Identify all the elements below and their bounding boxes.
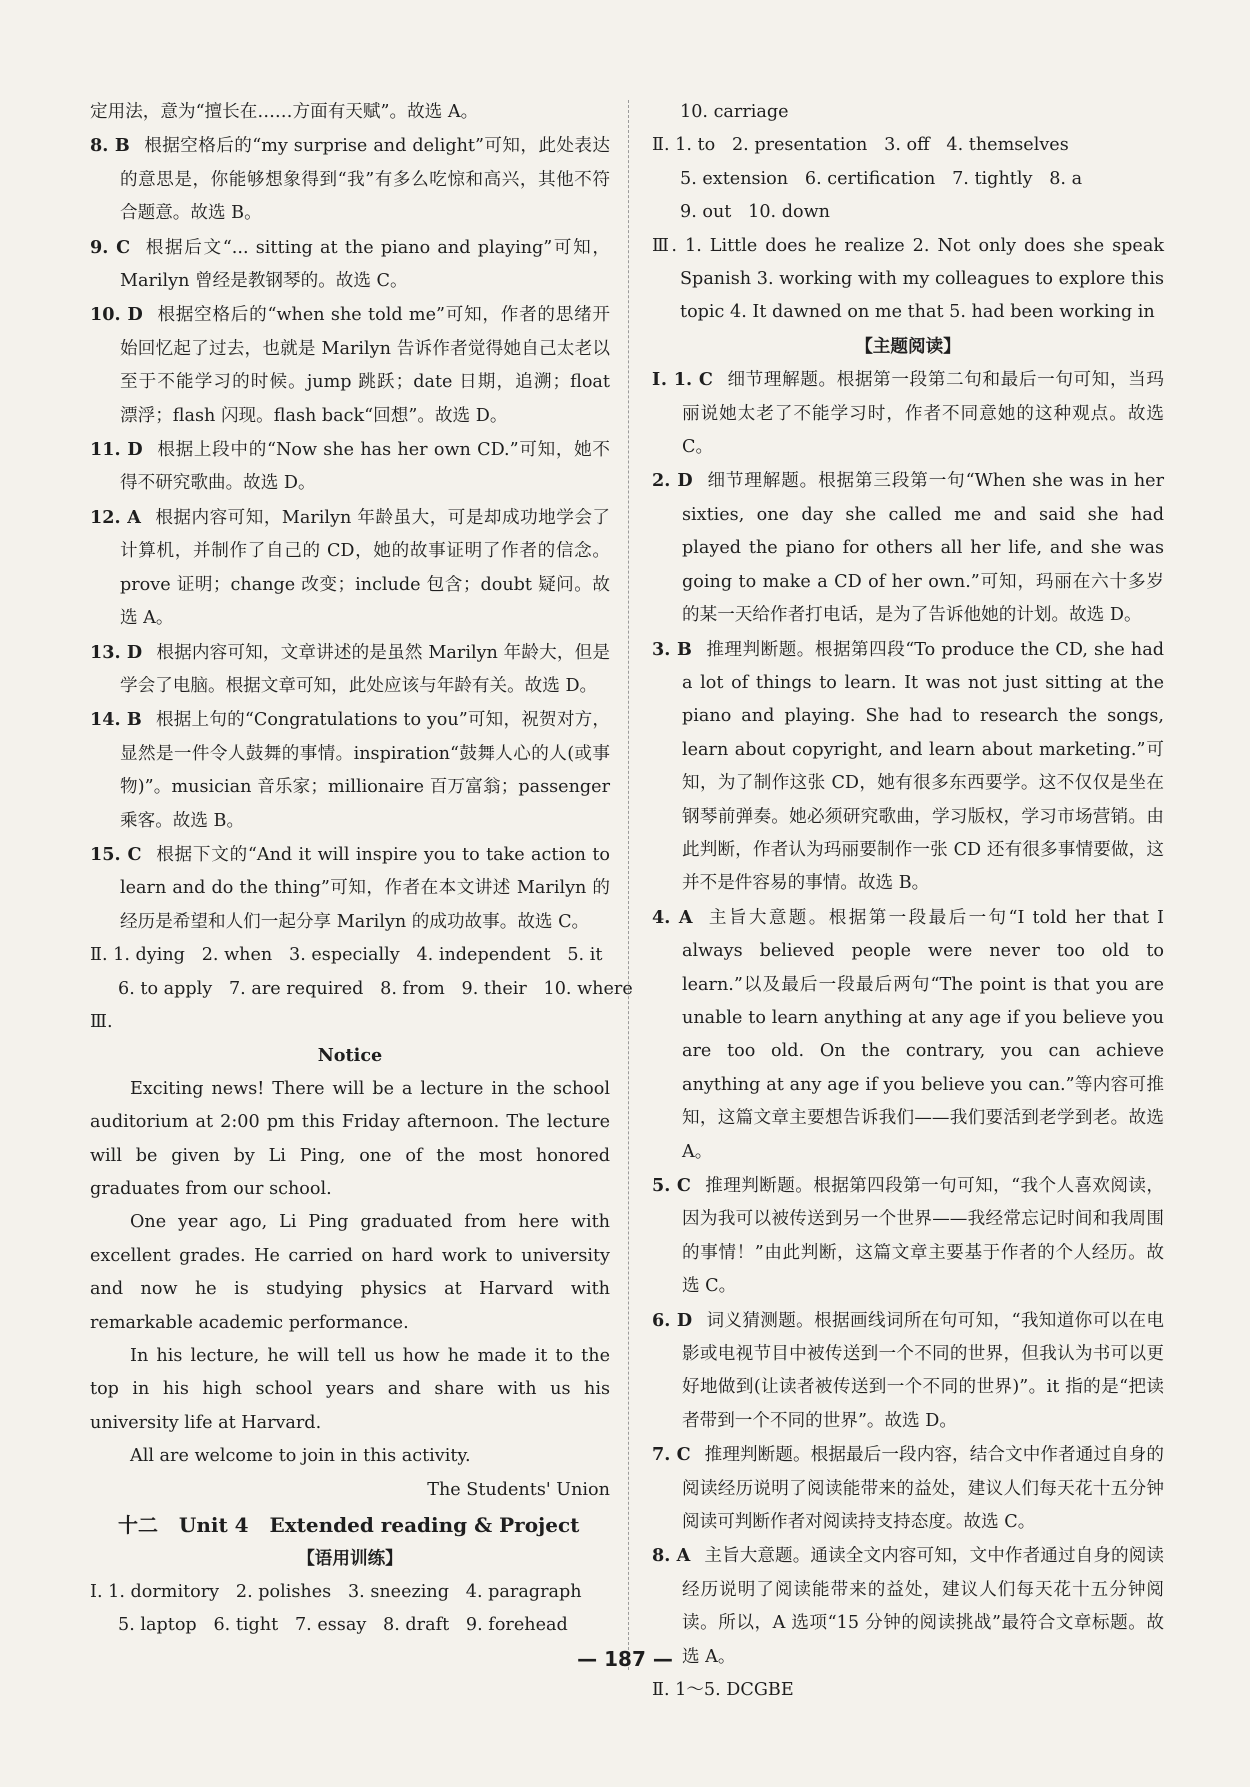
right-section-ii-line2: 5. extension 6. certification 7. tightly 8. a — [680, 168, 1083, 189]
section-heading-reading: 【主题阅读】 — [855, 335, 961, 357]
reading-answer-1: Ⅰ. 1. C 细节理解题。根据第一段第二句和最后一句可知，当玛丽说她太老了不能学习时，作者不同意她的这种观点。故选 C。 — [652, 369, 1164, 458]
answer-15: 15. C 根据下文的“And it will inspire you to take action to learn and do the thing”可知，作者在本文讲述 Marilyn 的经历是希望和人们一起分享 Marilyn 的成功故事。故选 C。 — [90, 843, 610, 932]
reading-answer-7: 7. C 推理判断题。根据最后一段内容，结合文中作者通过自身的阅读经历说明了阅读能带来的益处，建议人们每天花十五分钟阅读可判断作者对阅读持支持态度。故选 C。 — [652, 1444, 1164, 1533]
section-iii-label: Ⅲ. — [90, 1011, 113, 1032]
vocab-line2: 5. laptop 6. tight 7. essay 8. draft 9. forehead — [118, 1615, 568, 1636]
reading-answer-2: 2. D 细节理解题。根据第三段第一句“When she was in her sixties, one day she called me and said she had played the piano for others all her life, and she was going to make a CD of her own.”可知，玛丽在六十多岁的某一天给作者打电话，是为了告诉他她的计划。故选 D。 — [652, 470, 1164, 626]
vocab-line1: Ⅰ. 1. dormitory 2. polishes 3. sneezing 4. paragraph — [90, 1581, 582, 1602]
reading-answer-3: 3. B 推理判断题。根据第四段“To produce the CD, she had a lot of things to learn. It was not just sitting at the piano and playing. She had to research the songs, learn about copyright, and learn about marketing.”可知，为了制作这张 CD，她有很多东西要学。这不仅仅是坐在钢琴前弹奏。她必须研究歌曲，学习版权，学习市场营销。由此判断，作者认为玛丽要制作一张 CD 还有很多事情要做，这并不是件容易的事情。故选 B。 — [652, 638, 1164, 894]
notice-paragraph-1: Exciting news! There will be a lecture in the school auditorium at 2:00 pm this Friday afternoon. The lecture will be given by Li Ping, one of the most honored graduates from our school. — [90, 1078, 610, 1199]
page-number: — 187 — — [577, 1647, 673, 1671]
answer-13: 13. D 根据内容可知，文章讲述的是虽然 Marilyn 年龄大，但是学会了电脑。根据文章可知，此处应该与年龄有关。故选 D。 — [90, 641, 610, 696]
right-section-iii: Ⅲ. 1. Little does he realize 2. Not only does she speak Spanish 3. working with my colleagues to explore this topic 4. It dawned on me that 5. had been working in — [652, 235, 1164, 323]
section-ii-line1: Ⅱ. 1. dying 2. when 3. especially 4. independent 5. it — [90, 945, 603, 966]
left-column — [90, 96, 633, 1643]
reading-answer-5: 5. C 推理判断题。根据第四段第一句可知，“我个人喜欢阅读，因为我可以被传送到另一个世界——我经常忘记时间和我周围的事情！”由此判断，这篇文章主要基于作者的个人经历。故选 C。 — [652, 1175, 1164, 1297]
notice-signature: The Students' Union — [427, 1479, 610, 1500]
answer-11: 11. D 根据上段中的“Now she has her own CD.”可知，她不得不研究歌曲。故选 D。 — [90, 439, 610, 494]
vocab-line3: 10. carriage — [680, 102, 789, 122]
section-heading-usage: 【语用训练】 — [297, 1548, 403, 1570]
answer-14: 14. B 根据上句的“Congratulations to you”可知，祝贺对方，显然是一件令人鼓舞的事情。inspiration“鼓舞人心的人(或事物)”。musician 音乐家；millionaire 百万富翁；passenger 乘客。故选 B。 — [90, 709, 610, 831]
answer-10: 10. D 根据空格后的“when she told me”可知，作者的思绪开始回忆起了过去，也就是 Marilyn 告诉作者觉得她自己太老以至于不能学习的时候。jump 跳跃；date 日期，追溯；float 漂浮；flash 闪现。flash back“回想”。故选 D。 — [90, 304, 610, 426]
right-section-ii-line1: Ⅱ. 1. to 2. presentation 3. off 4. themselves — [652, 135, 1069, 156]
reading-answer-8: 8. A 主旨大意题。通读全文内容可知，文中作者通过自身的阅读经历说明了阅读能带来的益处，建议人们每天花十五分钟阅读。所以，A 选项“15 分钟的阅读挑战”最符合文章标题。故选 A。 — [652, 1545, 1164, 1667]
column-divider — [628, 100, 629, 1670]
reading-answer-6: 6. D 词义猜测题。根据画线词所在句可知，“我知道你可以在电影或电视节目中被传送到一个不同的世界，但我认为书可以更好地做到(让读者被传送到一个不同的世界)”。it 指的是“把读者带到一个不同的世界”。故选 D。 — [652, 1309, 1165, 1431]
unit-heading: 十二 Unit 4 Extended reading & Project — [118, 1513, 580, 1538]
reading-section-ii: Ⅱ. 1～5. DCGBE — [652, 1680, 794, 1701]
right-column — [652, 96, 1164, 1708]
notice-title: Notice — [317, 1045, 383, 1067]
notice-paragraph-4: All are welcome to join in this activity. — [130, 1446, 471, 1467]
right-section-ii-line3: 9. out 10. down — [680, 202, 830, 223]
notice-paragraph-3: In his lecture, he will tell us how he made it to the top in his high school years and share with us his university life at Harvard. — [90, 1346, 610, 1433]
answer-9: 9. C 根据后文“... sitting at the piano and playing”可知，Marilyn 曾经是教钢琴的。故选 C。 — [90, 236, 611, 292]
notice-paragraph-2: One year ago, Li Ping graduated from here with excellent grades. He carried on hard work to university and now he is studying physics at Harvard with remarkable academic performance. — [90, 1212, 610, 1333]
continued-line: 定用法，意为“擅长在……方面有天赋”。故选 A。 — [90, 102, 479, 122]
answer-12: 12. A 根据内容可知，Marilyn 年龄虽大，可是却成功地学会了计算机，并制作了自己的 CD，她的故事证明了作者的信念。prove 证明；change 改变；include 包含；doubt 疑问。故选 A。 — [90, 506, 610, 629]
answer-8: 8. B 根据空格后的“my surprise and delight”可知，此处表达的意思是，你能够想象得到“我”有多么吃惊和高兴，其他不符合题意。故选 B。 — [90, 135, 610, 224]
reading-answer-4: 4. A 主旨大意题。根据第一段最后一句“I told her that I always believed people were never too old to learn.”以及最后一段最后两句“The point is that you are unable to learn anything at any age if you believe you are too old. On the contrary, you can achieve anything at any age if you believe you can.”等内容可推知，这篇文章主要想告诉我们——我们要活到老学到老。故选 A。 — [652, 906, 1164, 1162]
section-ii-line2: 6. to apply 7. are required 8. from 9. their 10. where — [118, 978, 633, 999]
